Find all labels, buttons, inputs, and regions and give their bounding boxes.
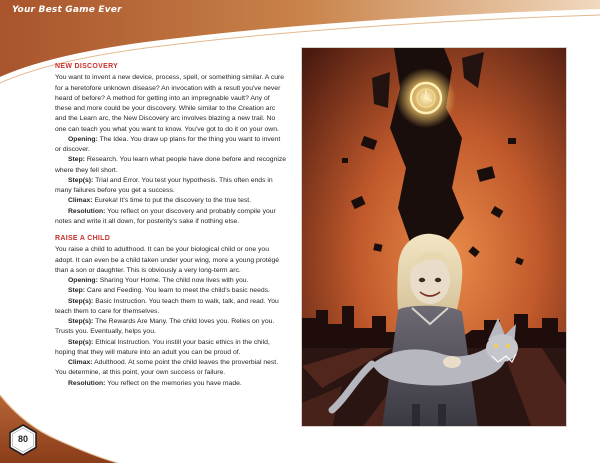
beat-label: Resolution: xyxy=(68,207,106,215)
beat-steps xyxy=(55,176,287,197)
section-new-discovery xyxy=(55,62,287,227)
beat-label: Step: xyxy=(68,287,85,295)
beat-climax xyxy=(55,358,287,379)
beat-steps xyxy=(55,297,287,318)
beat-text: Eureka! It's time to put the discovery to the true test. xyxy=(94,197,252,205)
beat-label: Step(s): xyxy=(68,176,94,184)
beat-text: Ethical Instruction. You instill your basic ethics in the child, hoping that they will mature into an adult you can be proud of. xyxy=(55,338,270,356)
beat-label: Opening: xyxy=(68,135,98,143)
illustration-girl-with-cat-and-clock-tower xyxy=(301,47,567,427)
beat-label: Climax: xyxy=(68,359,93,366)
beat-label: Step(s): xyxy=(68,297,94,305)
beat-opening xyxy=(55,135,287,156)
beat-steps xyxy=(55,317,287,338)
beat-steps xyxy=(55,338,287,359)
text-column xyxy=(55,62,287,389)
beat-climax xyxy=(55,196,287,206)
page-number: 80 xyxy=(17,434,28,444)
beat-text: Adulthood. At some point the child leaves the proverbial nest. You determine, at this point, your own success or failure. xyxy=(55,359,279,377)
section-intro: You raise a child to adulthood. It can be your biological child or one you adopt. It can even be a child taken under your wing, more a young protégé than a son or daughter. This is obviously a very long-term arc. xyxy=(55,246,280,274)
beat-opening xyxy=(55,276,287,286)
section-title: NEW DISCOVERY xyxy=(55,63,119,70)
beat-resolution xyxy=(55,379,287,389)
beat-text: Basic Instruction. You teach them to walk, talk, and read. You teach them to care for themselves. xyxy=(55,297,279,315)
beat-step xyxy=(55,155,287,176)
page-number-badge xyxy=(8,424,38,456)
beat-text: Research. You learn what people have done before and recognize where they fell short. xyxy=(55,156,287,174)
beat-text: Sharing Your Home. The child now lives with you. xyxy=(99,277,249,284)
beat-text: The Rewards Are Many. The child loves you. Relies on you. Trusts you. Eventually, helps you. xyxy=(55,318,275,336)
running-head: Your Best Game Ever xyxy=(12,5,122,15)
beat-label: Opening: xyxy=(68,277,98,284)
beat-resolution xyxy=(55,207,287,228)
section-raise-a-child xyxy=(55,234,287,389)
beat-label: Step: xyxy=(68,156,85,164)
beat-text: You reflect on the memories you have made. xyxy=(107,379,242,387)
illustration-art xyxy=(302,48,567,427)
beat-label: Resolution: xyxy=(68,379,106,387)
beat-label: Climax: xyxy=(68,197,93,205)
beat-label: Step(s): xyxy=(68,318,94,325)
beat-text: Care and Feeding. You learn to meet the child's basic needs. xyxy=(86,287,270,295)
girl-hand xyxy=(443,356,461,368)
beat-text: The Idea. You draw up plans for the thing you want to invent or discover. xyxy=(55,135,281,153)
section-intro: You want to invent a new device, process, spell, or something similar. A cure for a heretofore unknown disease? An invocation with a result you've never heard of before? A method for getting into an impregnable vault? Any of these and more could be your discovery. While similar to the Creation arc and the Learn arc, the New Discovery arc involves blazing a new trail. No one can teach you what you want to know. You've got to do it on your own. xyxy=(55,74,285,133)
beat-step xyxy=(55,286,287,296)
beat-label: Step(s): xyxy=(68,338,94,346)
section-title: RAISE A CHILD xyxy=(55,235,111,242)
beat-text: You reflect on your discovery and probably compile your notes and write it all down, for posterity's sake if nothing else. xyxy=(55,207,276,225)
beat-text: Trial and Error. You test your hypothesis. This often ends in many failures before you get a success. xyxy=(55,176,273,194)
